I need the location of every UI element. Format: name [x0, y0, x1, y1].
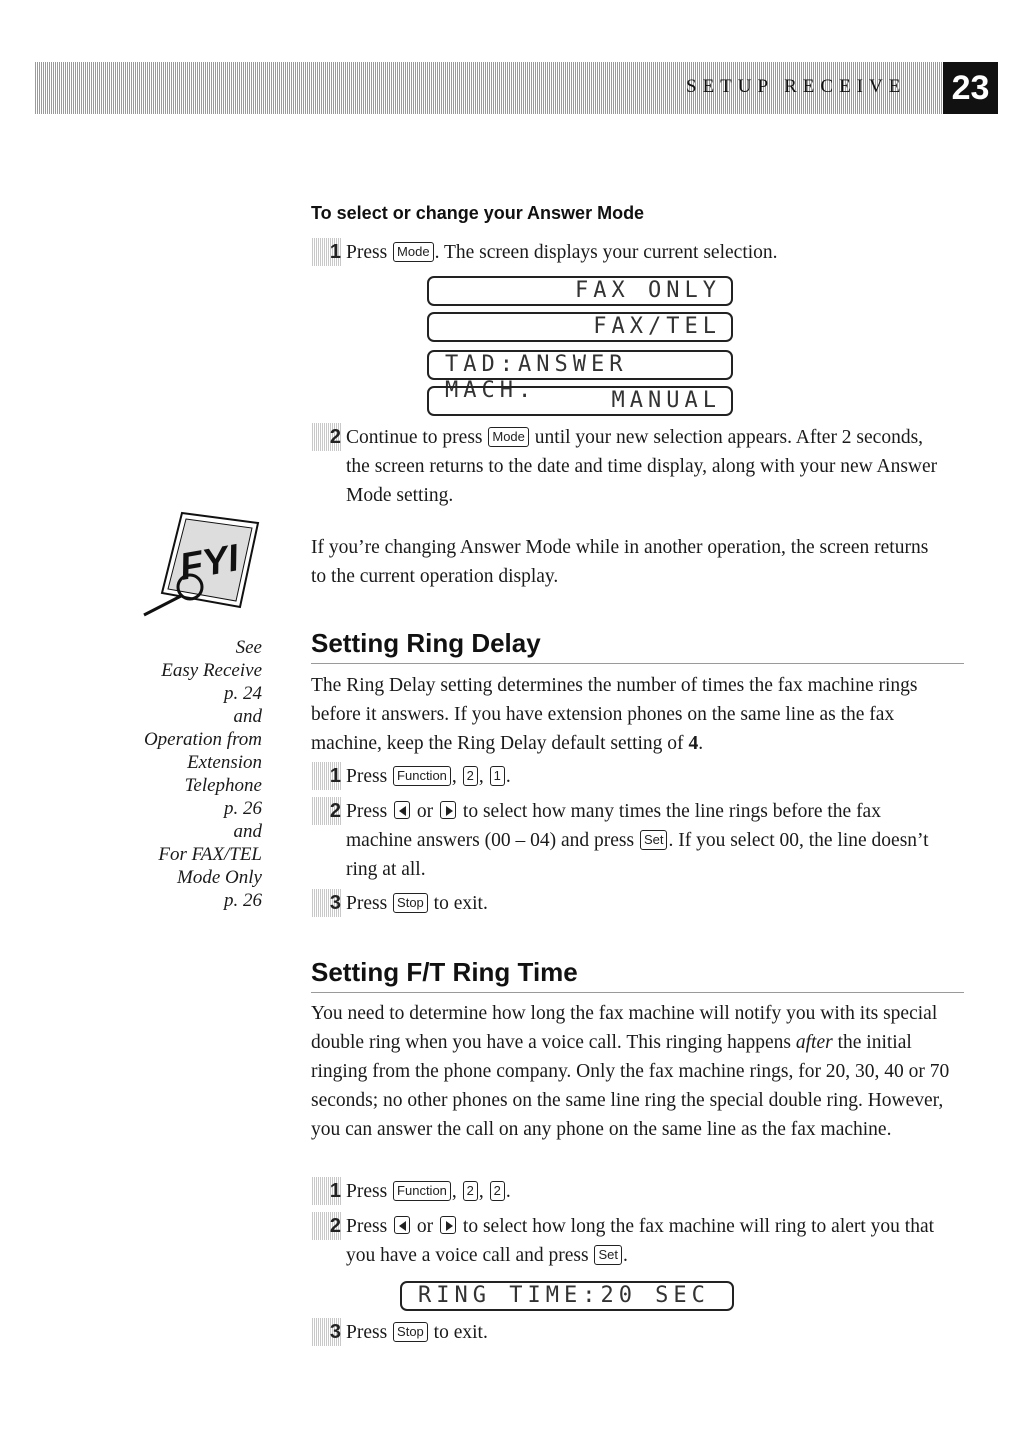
- lcd-option-fax-only: FAX ONLY: [427, 276, 733, 306]
- paragraph-text: the initial ringing from the phone company. Only the fax machine rings, for 20, 30, 40 or 70 seconds; no other phones on the same line ring the special double ring. However, you can answer the call on any phone on the same line as the fax machine.: [311, 1032, 950, 1140]
- default-value: 4: [688, 733, 699, 754]
- step-number: 2: [311, 797, 341, 825]
- step-number: 2: [311, 1212, 341, 1240]
- section-title: SETUP RECEIVE: [686, 76, 907, 97]
- lcd-option-fax-tel: FAX/TEL: [427, 312, 733, 342]
- set-key-icon: Set: [594, 1245, 622, 1265]
- paragraph-text: The Ring Delay setting determines the number of times the fax machine rings before it answers. If you have extension phones on the same line as the fax machine, keep the Ring Delay default setting of: [311, 675, 918, 754]
- ring-delay-step-3: [311, 889, 951, 918]
- ft-ring-time-step-1: 1 Press Function , 2 , 2 .: [311, 1177, 951, 1206]
- step-text: . The screen displays your current selection.: [434, 242, 778, 263]
- step-number: 1: [311, 1177, 341, 1205]
- lcd-option-tad: TAD:ANSWER MACH.: [427, 350, 733, 380]
- lcd-ring-time: RING TIME:20 SEC: [400, 1281, 734, 1311]
- step-text: Press: [346, 242, 388, 263]
- step-text: or: [416, 1216, 434, 1237]
- step-text: or: [416, 801, 434, 822]
- mode-key-icon: Mode: [488, 427, 529, 447]
- step-text: to exit.: [433, 1322, 488, 1343]
- sidebar-ref-line: See: [235, 637, 262, 658]
- step-text: Press: [346, 893, 388, 914]
- left-arrow-key-icon: [394, 1216, 410, 1234]
- right-arrow-key-icon: [440, 1216, 456, 1234]
- step-text: . If you select 00, the line doesn’t ring at all.: [346, 830, 929, 880]
- sidebar-ref-line: Telephone: [184, 775, 262, 796]
- fyi-note: If you’re changing Answer Mode while in another operation, the screen returns to the current operation display.: [311, 537, 929, 587]
- step-text: .: [505, 766, 511, 787]
- sidebar-ref-line: For FAX/TEL: [158, 844, 262, 865]
- section-rule: [311, 663, 964, 664]
- sidebar-ref-line: Extension: [187, 752, 262, 773]
- ring-delay-step-1: 1 Press Function , 2 , 1 .: [311, 762, 951, 791]
- sidebar-ref-line: Easy Receive: [161, 660, 262, 681]
- section-rule: [311, 992, 964, 993]
- sidebar-ref-line: p. 24: [224, 683, 262, 704]
- fyi-icon-label: FYI: [176, 537, 242, 589]
- step-number: 1: [311, 238, 341, 266]
- sidebar-references: [144, 636, 262, 912]
- sidebar-ref-line: and: [233, 821, 262, 842]
- sidebar-ref-line: p. 26: [224, 798, 262, 819]
- fyi-icon: [140, 505, 265, 620]
- step-number: 1: [311, 762, 341, 790]
- ft-ring-time-paragraph: [311, 999, 951, 1144]
- ring-delay-paragraph: [311, 671, 951, 758]
- stop-key-icon: Stop: [393, 1322, 428, 1342]
- emphasis-text: after: [795, 1032, 833, 1053]
- sidebar-ref-line: p. 26: [224, 890, 262, 911]
- digit-key-icon: 1: [490, 766, 505, 786]
- step-text: to select how many times the line rings before the fax machine answers (00 – 04) and press: [346, 801, 881, 851]
- step-text: .: [622, 1245, 628, 1266]
- digit-key-icon: 2: [463, 766, 478, 786]
- ft-ring-time-step-2: [311, 1212, 951, 1270]
- step-number: 3: [311, 1318, 341, 1346]
- digit-key-icon: 2: [463, 1181, 478, 1201]
- sidebar-ref-line: Operation from: [143, 729, 262, 750]
- step-text: to select how long the fax machine will ring to alert you that you have a voice call and press: [346, 1216, 935, 1266]
- function-key-icon: Function: [393, 766, 451, 786]
- step-text: Press: [346, 1322, 388, 1343]
- paragraph-text: You need to determine how long the fax machine will notify you with its special double ring when you have a voice call. This ringing happens: [311, 1003, 938, 1053]
- stop-key-icon: Stop: [393, 893, 428, 913]
- right-arrow-key-icon: [440, 801, 456, 819]
- step-number: 3: [311, 889, 341, 917]
- answer-mode-heading: To select or change your Answer Mode: [311, 203, 645, 223]
- page-number: 23: [943, 62, 998, 114]
- digit-key-icon: 2: [490, 1181, 505, 1201]
- paragraph-text: .: [698, 733, 704, 754]
- step-number: 2: [311, 423, 341, 451]
- step-text: .: [505, 1181, 511, 1202]
- step-text: Press: [346, 801, 388, 822]
- step-text: Press: [346, 1216, 388, 1237]
- sidebar-ref-line: Mode Only: [177, 867, 262, 888]
- sidebar-ref-line: and: [233, 706, 262, 727]
- step-text: Continue to press: [346, 427, 483, 448]
- lcd-option-manual: MANUAL: [427, 386, 733, 416]
- answer-mode-step-1: [311, 238, 951, 267]
- step-text: until your new selection appears. After 2 seconds, the screen returns to the date and time display, along with your new Answer Mode setting.: [346, 427, 938, 506]
- step-text: Press: [346, 766, 388, 787]
- ft-ring-time-heading: Setting F/T Ring Time: [311, 957, 578, 987]
- set-key-icon: Set: [640, 830, 668, 850]
- ft-ring-time-step-3: [311, 1318, 951, 1347]
- ring-delay-heading: Setting Ring Delay: [311, 628, 541, 658]
- ring-delay-step-2: [311, 797, 951, 884]
- step-text: to exit.: [433, 893, 488, 914]
- function-key-icon: Function: [393, 1181, 451, 1201]
- left-arrow-key-icon: [394, 801, 410, 819]
- answer-mode-step-2: [311, 423, 951, 510]
- mode-key-icon: Mode: [393, 242, 434, 262]
- step-text: Press: [346, 1181, 388, 1202]
